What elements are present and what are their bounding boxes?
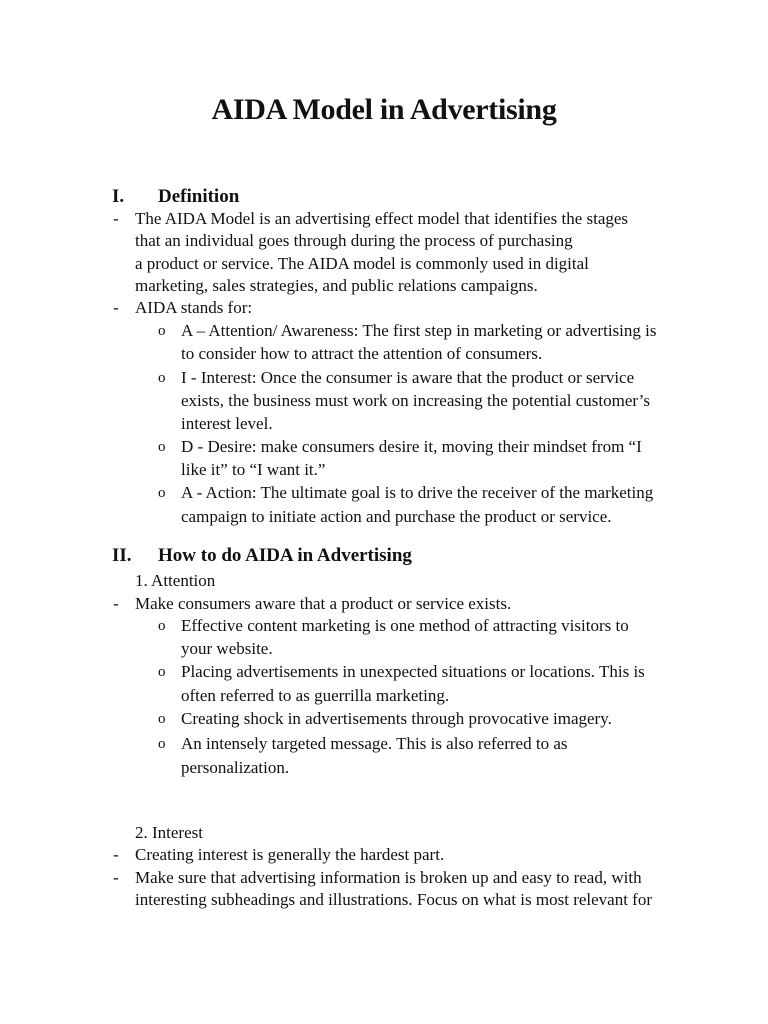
paragraph-line: The AIDA Model is an advertising effect model that identifies the stages	[135, 209, 629, 228]
bullet-marker: o	[158, 736, 166, 752]
bullet-line: An intensely targeted message. This is also referred to as	[181, 734, 568, 753]
paragraph-line: AIDA stands for:	[135, 298, 253, 317]
bullet-line: to consider how to attract the attention of consumers.	[181, 344, 543, 363]
dash-marker: -	[113, 209, 119, 228]
bullet-line: Placing advertisements in unexpected situations or locations. This is	[181, 662, 645, 681]
dash-marker: -	[113, 298, 119, 317]
document-title: AIDA Model in Advertising	[211, 93, 557, 126]
paragraph-line: interesting subheadings and illustrations. Focus on what is most relevant for	[135, 890, 653, 909]
bullet-line: A - Action: The ultimate goal is to drive the receiver of the marketing	[181, 483, 654, 502]
section-numeral: II.	[112, 545, 132, 566]
paragraph-line: Creating interest is generally the hardest part.	[135, 845, 445, 864]
section-heading: How to do AIDA in Advertising	[158, 545, 412, 566]
bullet-line: often referred to as guerrilla marketing.	[181, 686, 450, 705]
bullet-line: your website.	[181, 639, 273, 658]
bullet-marker: o	[158, 439, 166, 455]
bullet-line: exists, the business must work on increasing the potential customer’s	[181, 391, 651, 410]
paragraph-line: marketing, sales strategies, and public relations campaigns.	[135, 276, 538, 295]
section-heading: Definition	[158, 186, 240, 207]
bullet-line: personalization.	[181, 758, 290, 777]
bullet-line: Creating shock in advertisements through provocative imagery.	[181, 709, 612, 728]
dash-marker: -	[113, 594, 119, 613]
paragraph-line: Make consumers aware that a product or service exists.	[135, 594, 512, 613]
subsection-heading: 2. Interest	[135, 823, 203, 842]
bullet-marker: o	[158, 370, 166, 386]
bullet-line: I - Interest: Once the consumer is aware that the product or service	[181, 368, 635, 387]
section-numeral: I.	[112, 186, 125, 207]
bullet-marker: o	[158, 323, 166, 339]
bullet-line: A – Attention/ Awareness: The first step in marketing or advertising is	[181, 321, 657, 340]
paragraph-line: Make sure that advertising information is broken up and easy to read, with	[135, 868, 642, 887]
dash-marker: -	[113, 868, 119, 887]
bullet-marker: o	[158, 618, 166, 634]
bullet-line: like it” to “I want it.”	[181, 460, 326, 479]
bullet-marker: o	[158, 664, 166, 680]
bullet-line: D - Desire: make consumers desire it, moving their mindset from “I	[181, 437, 642, 456]
subsection-heading: 1. Attention	[135, 571, 216, 590]
bullet-marker: o	[158, 485, 166, 501]
bullet-line: Effective content marketing is one method of attracting visitors to	[181, 616, 629, 635]
bullet-line: campaign to initiate action and purchase the product or service.	[181, 507, 612, 526]
bullet-marker: o	[158, 711, 166, 727]
paragraph-line: a product or service. The AIDA model is commonly used in digital	[135, 254, 589, 273]
paragraph-line: that an individual goes through during the process of purchasing	[135, 231, 573, 250]
bullet-line: interest level.	[181, 414, 273, 433]
dash-marker: -	[113, 845, 119, 864]
